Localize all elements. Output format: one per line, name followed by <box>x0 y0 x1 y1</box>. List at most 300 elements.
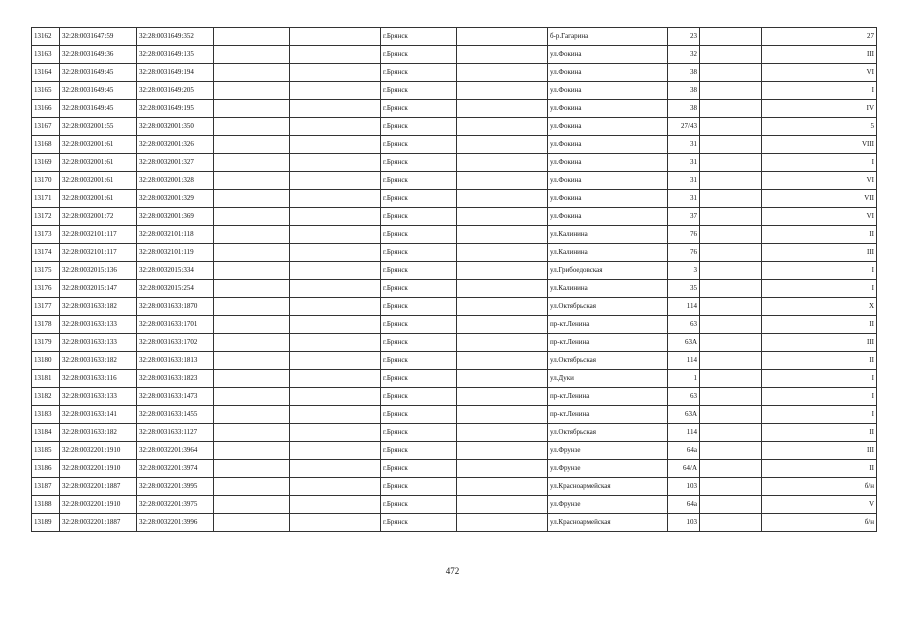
row-number-cell: 13176 <box>32 280 60 298</box>
city-cell: г.Брянск <box>381 262 457 280</box>
table-row <box>32 46 877 64</box>
empty-cell <box>457 334 548 352</box>
cadastral-number-cell: 32:28:0031649:195 <box>137 100 214 118</box>
row-number-cell: 13162 <box>32 28 60 46</box>
empty-cell <box>457 118 548 136</box>
empty-cell <box>214 352 290 370</box>
row-number-cell: 13177 <box>32 298 60 316</box>
premises-number-cell: VI <box>762 172 877 190</box>
street-cell: ул.Фрунзе <box>548 442 668 460</box>
city-cell: г.Брянск <box>381 496 457 514</box>
row-number-cell: 13182 <box>32 388 60 406</box>
premises-number-cell: 27 <box>762 28 877 46</box>
empty-cell <box>214 172 290 190</box>
row-number-cell: 13184 <box>32 424 60 442</box>
row-number-cell: 13181 <box>32 370 60 388</box>
empty-cell <box>290 28 381 46</box>
empty-cell <box>214 388 290 406</box>
premises-number-cell: X <box>762 298 877 316</box>
city-cell: г.Брянск <box>381 442 457 460</box>
empty-cell <box>290 424 381 442</box>
cadastral-number-cell: 32:28:0031633:1473 <box>137 388 214 406</box>
empty-cell <box>290 136 381 154</box>
empty-cell <box>457 172 548 190</box>
empty-cell <box>290 514 381 532</box>
empty-cell <box>457 244 548 262</box>
city-cell: г.Брянск <box>381 388 457 406</box>
premises-number-cell: III <box>762 244 877 262</box>
cadastral-number-cell: 32:28:0032001:327 <box>137 154 214 172</box>
empty-cell <box>457 190 548 208</box>
empty-cell <box>214 442 290 460</box>
empty-cell <box>457 460 548 478</box>
cadastral-number-cell: 32:28:0032015:254 <box>137 280 214 298</box>
empty-cell <box>457 82 548 100</box>
city-cell: г.Брянск <box>381 460 457 478</box>
table-row <box>32 226 877 244</box>
premises-number-cell: II <box>762 316 877 334</box>
row-number-cell: 13169 <box>32 154 60 172</box>
house-number-cell: 38 <box>668 100 700 118</box>
empty-cell <box>290 244 381 262</box>
table-row <box>32 82 877 100</box>
street-cell: ул.Фокина <box>548 100 668 118</box>
cadastral-number-cell: 32:28:0031633:1127 <box>137 424 214 442</box>
city-cell: г.Брянск <box>381 424 457 442</box>
house-number-cell: 31 <box>668 136 700 154</box>
table-row <box>32 370 877 388</box>
row-number-cell: 13185 <box>32 442 60 460</box>
empty-cell <box>214 316 290 334</box>
row-number-cell: 13171 <box>32 190 60 208</box>
empty-cell <box>700 334 762 352</box>
empty-cell <box>214 406 290 424</box>
empty-cell <box>214 46 290 64</box>
empty-cell <box>214 496 290 514</box>
parent-cadastral-number-cell: 32:28:0032201:1910 <box>60 460 137 478</box>
street-cell: пр-кт.Ленина <box>548 388 668 406</box>
house-number-cell: 32 <box>668 46 700 64</box>
cadastral-number-cell: 32:28:0032001:329 <box>137 190 214 208</box>
row-number-cell: 13189 <box>32 514 60 532</box>
city-cell: г.Брянск <box>381 190 457 208</box>
parent-cadastral-number-cell: 32:28:0031633:133 <box>60 334 137 352</box>
table-row <box>32 244 877 262</box>
row-number-cell: 13180 <box>32 352 60 370</box>
cadastral-number-cell: 32:28:0031633:1813 <box>137 352 214 370</box>
street-cell: пр-кт.Ленина <box>548 316 668 334</box>
empty-cell <box>700 136 762 154</box>
parent-cadastral-number-cell: 32:28:0032201:1910 <box>60 496 137 514</box>
premises-number-cell: II <box>762 352 877 370</box>
street-cell: ул.Октябрьская <box>548 298 668 316</box>
cadastral-number-cell: 32:28:0032001:350 <box>137 118 214 136</box>
premises-number-cell: I <box>762 262 877 280</box>
city-cell: г.Брянск <box>381 64 457 82</box>
house-number-cell: 114 <box>668 298 700 316</box>
empty-cell <box>457 514 548 532</box>
empty-cell <box>700 100 762 118</box>
cadastral-number-cell: 32:28:0032015:334 <box>137 262 214 280</box>
street-cell: пр-кт.Ленина <box>548 334 668 352</box>
empty-cell <box>457 136 548 154</box>
empty-cell <box>290 190 381 208</box>
house-number-cell: 64а <box>668 496 700 514</box>
parent-cadastral-number-cell: 32:28:0032015:147 <box>60 280 137 298</box>
parent-cadastral-number-cell: 32:28:0032101:117 <box>60 244 137 262</box>
empty-cell <box>290 64 381 82</box>
premises-number-cell: III <box>762 334 877 352</box>
row-number-cell: 13188 <box>32 496 60 514</box>
city-cell: г.Брянск <box>381 316 457 334</box>
house-number-cell: 38 <box>668 82 700 100</box>
empty-cell <box>214 190 290 208</box>
street-cell: ул.Фокина <box>548 208 668 226</box>
parent-cadastral-number-cell: 32:28:0032201:1887 <box>60 514 137 532</box>
empty-cell <box>700 46 762 64</box>
row-number-cell: 13163 <box>32 46 60 64</box>
row-number-cell: 13174 <box>32 244 60 262</box>
city-cell: г.Брянск <box>381 154 457 172</box>
empty-cell <box>290 298 381 316</box>
cadastral-number-cell: 32:28:0032101:119 <box>137 244 214 262</box>
empty-cell <box>290 370 381 388</box>
empty-cell <box>700 118 762 136</box>
premises-number-cell: б/н <box>762 478 877 496</box>
street-cell: ул.Калинина <box>548 244 668 262</box>
city-cell: г.Брянск <box>381 280 457 298</box>
empty-cell <box>290 460 381 478</box>
register-table <box>31 27 877 532</box>
row-number-cell: 13173 <box>32 226 60 244</box>
house-number-cell: 64а <box>668 442 700 460</box>
empty-cell <box>700 478 762 496</box>
house-number-cell: 27/43 <box>668 118 700 136</box>
table-row <box>32 298 877 316</box>
parent-cadastral-number-cell: 32:28:0031649:36 <box>60 46 137 64</box>
empty-cell <box>457 262 548 280</box>
empty-cell <box>214 154 290 172</box>
house-number-cell: 23 <box>668 28 700 46</box>
city-cell: г.Брянск <box>381 100 457 118</box>
table-row <box>32 100 877 118</box>
house-number-cell: 64/А <box>668 460 700 478</box>
empty-cell <box>700 388 762 406</box>
street-cell: ул.Октябрьская <box>548 424 668 442</box>
table-row <box>32 190 877 208</box>
city-cell: г.Брянск <box>381 514 457 532</box>
parent-cadastral-number-cell: 32:28:0031649:45 <box>60 100 137 118</box>
empty-cell <box>290 334 381 352</box>
street-cell: ул.Калинина <box>548 226 668 244</box>
house-number-cell: 37 <box>668 208 700 226</box>
parent-cadastral-number-cell: 32:28:0031647:59 <box>60 28 137 46</box>
empty-cell <box>700 208 762 226</box>
city-cell: г.Брянск <box>381 244 457 262</box>
empty-cell <box>214 100 290 118</box>
house-number-cell: 3 <box>668 262 700 280</box>
table-row <box>32 424 877 442</box>
city-cell: г.Брянск <box>381 226 457 244</box>
premises-number-cell: VI <box>762 64 877 82</box>
empty-cell <box>214 478 290 496</box>
house-number-cell: 103 <box>668 514 700 532</box>
parent-cadastral-number-cell: 32:28:0031633:182 <box>60 352 137 370</box>
street-cell: ул.Фрунзе <box>548 496 668 514</box>
empty-cell <box>457 100 548 118</box>
city-cell: г.Брянск <box>381 370 457 388</box>
house-number-cell: 63 <box>668 316 700 334</box>
empty-cell <box>700 28 762 46</box>
street-cell: пр-кт.Ленина <box>548 406 668 424</box>
cadastral-number-cell: 32:28:0032101:118 <box>137 226 214 244</box>
cadastral-number-cell: 32:28:0032001:328 <box>137 172 214 190</box>
empty-cell <box>214 280 290 298</box>
cadastral-number-cell: 32:28:0031649:194 <box>137 64 214 82</box>
empty-cell <box>700 154 762 172</box>
parent-cadastral-number-cell: 32:28:0031633:141 <box>60 406 137 424</box>
parent-cadastral-number-cell: 32:28:0032001:61 <box>60 154 137 172</box>
empty-cell <box>700 442 762 460</box>
empty-cell <box>214 82 290 100</box>
empty-cell <box>290 226 381 244</box>
street-cell: ул.Фокина <box>548 154 668 172</box>
row-number-cell: 13168 <box>32 136 60 154</box>
parent-cadastral-number-cell: 32:28:0032001:61 <box>60 136 137 154</box>
street-cell: ул.Грибоедовская <box>548 262 668 280</box>
row-number-cell: 13170 <box>32 172 60 190</box>
street-cell: ул.Фрунзе <box>548 460 668 478</box>
table-row <box>32 442 877 460</box>
parent-cadastral-number-cell: 32:28:0032001:61 <box>60 172 137 190</box>
parent-cadastral-number-cell: 32:28:0032101:117 <box>60 226 137 244</box>
street-cell: ул.Дуки <box>548 370 668 388</box>
cadastral-number-cell: 32:28:0032201:3995 <box>137 478 214 496</box>
house-number-cell: 63А <box>668 406 700 424</box>
house-number-cell: 76 <box>668 244 700 262</box>
empty-cell <box>700 82 762 100</box>
premises-number-cell: III <box>762 442 877 460</box>
premises-number-cell: I <box>762 388 877 406</box>
cadastral-number-cell: 32:28:0032001:369 <box>137 208 214 226</box>
premises-number-cell: II <box>762 424 877 442</box>
empty-cell <box>290 280 381 298</box>
empty-cell <box>214 136 290 154</box>
street-cell: ул.Фокина <box>548 118 668 136</box>
house-number-cell: 31 <box>668 154 700 172</box>
row-number-cell: 13179 <box>32 334 60 352</box>
city-cell: г.Брянск <box>381 406 457 424</box>
city-cell: г.Брянск <box>381 136 457 154</box>
row-number-cell: 13187 <box>32 478 60 496</box>
empty-cell <box>214 460 290 478</box>
empty-cell <box>214 244 290 262</box>
cadastral-number-cell: 32:28:0031649:352 <box>137 28 214 46</box>
empty-cell <box>700 262 762 280</box>
table-row <box>32 136 877 154</box>
premises-number-cell: I <box>762 82 877 100</box>
empty-cell <box>457 496 548 514</box>
empty-cell <box>457 370 548 388</box>
page-number: 472 <box>445 566 460 576</box>
empty-cell <box>457 406 548 424</box>
row-number-cell: 13186 <box>32 460 60 478</box>
premises-number-cell: I <box>762 154 877 172</box>
empty-cell <box>700 64 762 82</box>
row-number-cell: 13178 <box>32 316 60 334</box>
city-cell: г.Брянск <box>381 334 457 352</box>
city-cell: г.Брянск <box>381 298 457 316</box>
city-cell: г.Брянск <box>381 28 457 46</box>
parent-cadastral-number-cell: 32:28:0032001:61 <box>60 190 137 208</box>
table-row <box>32 118 877 136</box>
parent-cadastral-number-cell: 32:28:0031649:45 <box>60 82 137 100</box>
empty-cell <box>290 352 381 370</box>
premises-number-cell: V <box>762 496 877 514</box>
table-row <box>32 280 877 298</box>
cadastral-number-cell: 32:28:0031649:135 <box>137 46 214 64</box>
parent-cadastral-number-cell: 32:28:0032201:1910 <box>60 442 137 460</box>
house-number-cell: 114 <box>668 352 700 370</box>
cadastral-number-cell: 32:28:0031633:1702 <box>137 334 214 352</box>
empty-cell <box>290 316 381 334</box>
parent-cadastral-number-cell: 32:28:0032201:1887 <box>60 478 137 496</box>
row-number-cell: 13183 <box>32 406 60 424</box>
table-row <box>32 478 877 496</box>
empty-cell <box>457 424 548 442</box>
empty-cell <box>290 82 381 100</box>
table-row <box>32 154 877 172</box>
street-cell: ул.Красноармейская <box>548 478 668 496</box>
cadastral-number-cell: 32:28:0031633:1870 <box>137 298 214 316</box>
empty-cell <box>457 226 548 244</box>
parent-cadastral-number-cell: 32:28:0031649:45 <box>60 64 137 82</box>
premises-number-cell: 5 <box>762 118 877 136</box>
house-number-cell: 103 <box>668 478 700 496</box>
empty-cell <box>214 226 290 244</box>
cadastral-number-cell: 32:28:0032001:326 <box>137 136 214 154</box>
table-row <box>32 64 877 82</box>
empty-cell <box>290 172 381 190</box>
empty-cell <box>214 208 290 226</box>
empty-cell <box>214 370 290 388</box>
empty-cell <box>214 424 290 442</box>
parent-cadastral-number-cell: 32:28:0031633:182 <box>60 298 137 316</box>
street-cell: ул.Октябрьская <box>548 352 668 370</box>
table-row <box>32 460 877 478</box>
empty-cell <box>700 172 762 190</box>
empty-cell <box>700 352 762 370</box>
premises-number-cell: II <box>762 460 877 478</box>
premises-number-cell: VII <box>762 190 877 208</box>
cadastral-number-cell: 32:28:0031649:205 <box>137 82 214 100</box>
empty-cell <box>700 244 762 262</box>
premises-number-cell: IV <box>762 100 877 118</box>
premises-number-cell: III <box>762 46 877 64</box>
house-number-cell: 114 <box>668 424 700 442</box>
city-cell: г.Брянск <box>381 172 457 190</box>
street-cell: ул.Фокина <box>548 172 668 190</box>
premises-number-cell: VI <box>762 208 877 226</box>
cadastral-number-cell: 32:28:0031633:1455 <box>137 406 214 424</box>
empty-cell <box>290 388 381 406</box>
empty-cell <box>457 388 548 406</box>
parent-cadastral-number-cell: 32:28:0031633:116 <box>60 370 137 388</box>
house-number-cell: 63А <box>668 334 700 352</box>
parent-cadastral-number-cell: 32:28:0032001:55 <box>60 118 137 136</box>
house-number-cell: 31 <box>668 172 700 190</box>
empty-cell <box>457 280 548 298</box>
empty-cell <box>290 208 381 226</box>
table-row <box>32 388 877 406</box>
cadastral-number-cell: 32:28:0032201:3974 <box>137 460 214 478</box>
house-number-cell: 63 <box>668 388 700 406</box>
street-cell: ул.Калинина <box>548 280 668 298</box>
empty-cell <box>290 262 381 280</box>
street-cell: ул.Фокина <box>548 46 668 64</box>
table-row <box>32 352 877 370</box>
parent-cadastral-number-cell: 32:28:0032001:72 <box>60 208 137 226</box>
empty-cell <box>457 298 548 316</box>
house-number-cell: 31 <box>668 190 700 208</box>
empty-cell <box>290 478 381 496</box>
empty-cell <box>290 46 381 64</box>
empty-cell <box>290 100 381 118</box>
premises-number-cell: I <box>762 406 877 424</box>
empty-cell <box>290 118 381 136</box>
empty-cell <box>457 352 548 370</box>
premises-number-cell: I <box>762 370 877 388</box>
empty-cell <box>457 208 548 226</box>
empty-cell <box>700 460 762 478</box>
empty-cell <box>700 316 762 334</box>
empty-cell <box>214 118 290 136</box>
street-cell: ул.Красноармейская <box>548 514 668 532</box>
city-cell: г.Брянск <box>381 352 457 370</box>
cadastral-number-cell: 32:28:0031633:1701 <box>137 316 214 334</box>
house-number-cell: 35 <box>668 280 700 298</box>
register-table-body <box>32 28 877 532</box>
cadastral-number-cell: 32:28:0032201:3996 <box>137 514 214 532</box>
row-number-cell: 13167 <box>32 118 60 136</box>
cadastral-number-cell: 32:28:0032201:3975 <box>137 496 214 514</box>
empty-cell <box>700 370 762 388</box>
parent-cadastral-number-cell: 32:28:0031633:133 <box>60 316 137 334</box>
table-row <box>32 334 877 352</box>
empty-cell <box>457 154 548 172</box>
street-cell: б-р.Гагарина <box>548 28 668 46</box>
empty-cell <box>290 496 381 514</box>
empty-cell <box>290 406 381 424</box>
street-cell: ул.Фокина <box>548 190 668 208</box>
empty-cell <box>290 154 381 172</box>
row-number-cell: 13166 <box>32 100 60 118</box>
empty-cell <box>700 406 762 424</box>
city-cell: г.Брянск <box>381 118 457 136</box>
premises-number-cell: II <box>762 226 877 244</box>
cadastral-number-cell: 32:28:0031633:1823 <box>137 370 214 388</box>
empty-cell <box>457 316 548 334</box>
empty-cell <box>214 262 290 280</box>
empty-cell <box>700 226 762 244</box>
city-cell: г.Брянск <box>381 478 457 496</box>
empty-cell <box>700 298 762 316</box>
table-row <box>32 514 877 532</box>
street-cell: ул.Фокина <box>548 136 668 154</box>
city-cell: г.Брянск <box>381 46 457 64</box>
empty-cell <box>214 514 290 532</box>
empty-cell <box>700 514 762 532</box>
